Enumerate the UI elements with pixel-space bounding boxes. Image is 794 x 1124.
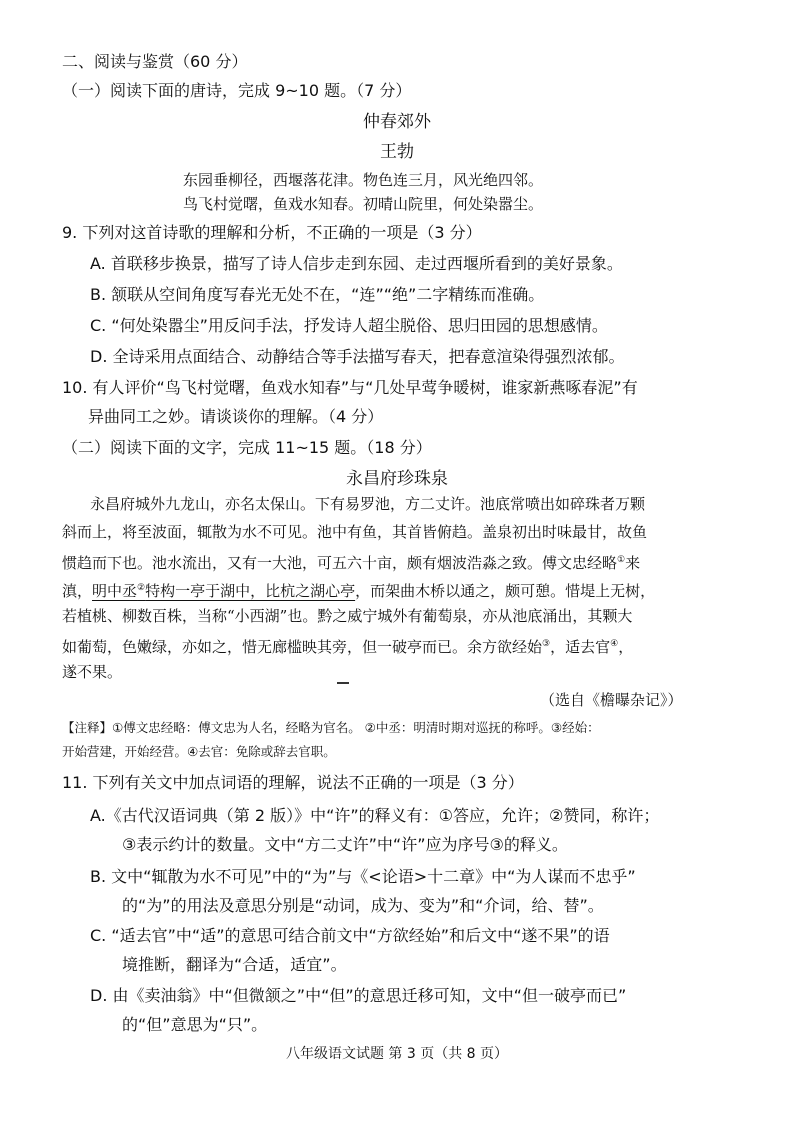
q11-option-b-line-1: B. 文中“辄散为水不可见”中的“为”与《<论语>十二章》中“为人谋而不忠乎” — [90, 867, 636, 886]
passage-line-4 — [62, 577, 655, 602]
q9-option-b: B. 颔联从空间角度写春光无处不在，“连”“绝”二字精练而准确。 — [90, 285, 545, 304]
q11-option-d-line-2: 的“但”意思为“只”。 — [122, 1015, 268, 1034]
poem-line-1: 东园垂柳径，西堰落花津。物色连三月，风光绝四邻。 — [183, 171, 544, 189]
passage-text: ，适去官 — [550, 638, 611, 656]
passage-text: ， — [618, 638, 634, 656]
question-11-stem: 11. 下列有关文中加点词语的理解，说法不正确的一项是（3 分） — [62, 773, 524, 792]
q11-option-b-line-2: 的“为”的用法及意思分别是“动词，成为、变为”和“介词，给、替”。 — [122, 896, 604, 915]
q11-option-d-line-1: D. 由《卖油翁》中“但微颔之”中“但”的意思迁移可知，文中“但一破亭而已” — [90, 986, 627, 1005]
footnote-marker: ② — [137, 583, 146, 593]
annotation-line-1: 【注释】①傅文忠经略：傅文忠为人名，经略为官名。 ②中丞：明清时期对巡抚的称呼。③经始： — [62, 720, 600, 735]
q11-option-a-line-2: ③表示约计的数量。文中“方二丈许”中“许”应为序号③的释义。 — [122, 835, 568, 854]
passage-line-3 — [62, 549, 640, 574]
passage-text: 滇， — [62, 582, 93, 600]
q9-option-c: C. “何处染嚣尘”用反问手法，抒发诗人超尘脱俗、思归田园的思想感情。 — [90, 316, 608, 335]
scan-mark — [337, 682, 349, 684]
passage-line-2: 斜而上，将至波面，辄散为水不可见。池中有鱼，其首皆俯趋。盖泉初出时味最甘，故鱼 — [62, 523, 648, 541]
footnote-marker: ③ — [542, 639, 551, 649]
footnote-marker: ① — [617, 555, 626, 565]
section-heading: 二、阅读与鉴赏（60 分） — [62, 52, 248, 71]
q9-option-a: A. 首联移步换景，描写了诗人信步走到东园、走过西堰所看到的美好景象。 — [90, 254, 623, 273]
passage-title: 永昌府珍珠泉 — [346, 469, 448, 489]
underlined-sentence — [92, 582, 355, 600]
passage-text: ，而架曲木桥以通之，颇可憩。惜堤上无树， — [355, 582, 656, 600]
part1-intro: （一）阅读下面的唐诗，完成 9~10 题。（7 分） — [62, 81, 412, 100]
passage-line-7: 遂不果。 — [62, 663, 123, 681]
passage-text: 惯趋而下也。池水流出，又有一大池，可五六十亩，颇有烟波浩淼之致。傅文忠经略 — [62, 554, 618, 572]
passage-line-6 — [62, 633, 633, 658]
passage-source: （选自《檐曝杂记》） — [540, 691, 683, 709]
q11-option-c-line-2: 境推断，翻译为“合适，适宜”。 — [122, 955, 347, 974]
passage-text: 明中丞 — [92, 582, 138, 600]
part2-intro: （二）阅读下面的文字，完成 11~15 题。（18 分） — [62, 438, 432, 457]
poem-line-2: 鸟飞村觉曙，鱼戏水知春。初晴山院里，何处染嚣尘。 — [183, 195, 544, 213]
passage-text: 特构一亭于湖中，比杭之湖心亭 — [145, 582, 356, 600]
passage-text: 来 — [625, 554, 641, 572]
poem-author: 王勃 — [380, 142, 414, 162]
q11-option-a-line-1: A.《古代汉语词典（第 2 版）》中“许”的释义有：①答应，允许；②赞同，称许； — [90, 806, 660, 825]
annotation-line-2: 开始营建，开始经营。④去官：免除或辞去官职。 — [62, 744, 336, 759]
question-10-line-2: 异曲同工之妙。请谈谈你的理解。（4 分） — [88, 407, 384, 426]
passage-text: 如葡萄，色嫩绿，亦如之，惜无廊槛映其旁，但一破亭而已。余方欲经始 — [62, 638, 543, 656]
question-10-line-1: 10. 有人评价“鸟飞村觉曙，鱼戏水知春”与“几处早莺争暖树，谁家新燕啄春泥”有 — [62, 378, 638, 397]
question-9-stem: 9. 下列对这首诗歌的理解和分析，不正确的一项是（3 分） — [62, 223, 482, 242]
footnote-marker: ④ — [610, 639, 619, 649]
q9-option-d: D. 全诗采用点面结合、动静结合等手法描写春天，把春意渲染得强烈浓郁。 — [90, 347, 625, 366]
poem-title: 仲春郊外 — [363, 112, 431, 132]
q11-option-c-line-1: C. “适去官”中“适”的意思可结合前文中“方欲经始”和后文中“遂不果”的语 — [90, 926, 610, 945]
passage-line-5: 若植桃、柳数百株，当称“小西湖”也。黔之威宁城外有葡萄泉，亦从池底涌出，其颗大 — [62, 607, 633, 625]
passage-line-1: 永昌府城外九龙山，亦名太保山。下有易罗池，方二丈许。池底常喷出如碎珠者万颗 — [90, 495, 646, 513]
page-footer: 八年级语文试题 第 3 页（共 8 页） — [285, 1046, 509, 1062]
